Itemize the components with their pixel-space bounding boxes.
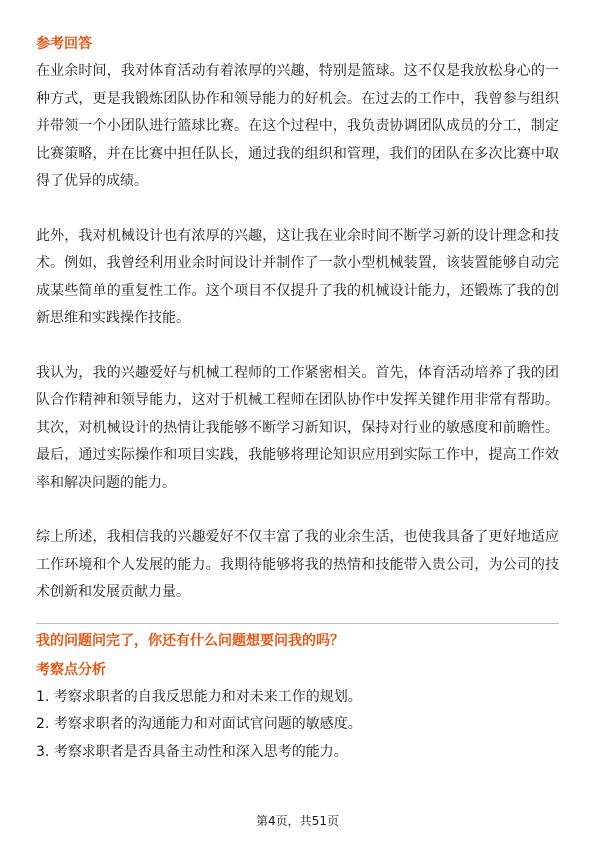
answer-paragraph-3: 我认为，我的兴趣爱好与机械工程师的工作紧密相关。首先，体育活动培养了我的团队合作精神和领导能力，这对于机械工程师在团队协作中发挥关键作用非常有帮助。其次，对机械设计的热情让我能够不断学习新知识，保持对行业的敏感度和前瞻性。最后，通过实际操作和项目实践，我能够将理论知识应用到实际工作中，提高工作效率和解决问题的能力。 bbox=[36, 364, 559, 491]
answer-paragraph-2: 此外，我对机械设计也有浓厚的兴趣，这让我在业余时间不断学习新的设计理念和技术。例如，我曾经利用业余时间设计并制作了一款小型机械装置，该装置能够自动完成某些简单的重复性工作。这个项目不仅提升了我的机械设计能力，还锻炼了我的创新思维和实践操作技能。 bbox=[36, 227, 559, 326]
section-divider bbox=[36, 623, 559, 624]
analysis-list bbox=[36, 684, 559, 767]
analysis-item-1: 1. 考察求职者的自我反思能力和对未来工作的规划。 bbox=[36, 688, 362, 705]
analysis-heading: 考察点分析 bbox=[36, 661, 106, 678]
paragraph-gap bbox=[36, 497, 559, 524]
answer-paragraph-1: 在业余时间，我对体育活动有着浓厚的兴趣，特别是篮球。这不仅是我放松身心的一种方式，更是我锻炼团队协作和领导能力的好机会。在过去的工作中，我曾参与组织并带领一个小团队进行篮球比赛。在这个过程中，我负责协调团队成员的分工，制定比赛策略，并在比赛中担任队长，通过我的组织和管理，我们的团队在多次比赛中取得了优异的成绩。 bbox=[36, 63, 559, 189]
answer-paragraph-4: 综上所述，我相信我的兴趣爱好不仅丰富了我的业余生活，也使我具备了更好地适应工作环境和个人发展的能力。我期待能够将我的热情和技能带入贵公司，为公司的技术创新和发展贡献力量。 bbox=[36, 529, 559, 600]
paragraph-gap bbox=[36, 196, 559, 223]
page-number-footer: 第4页，共51页 bbox=[256, 814, 339, 828]
answer-heading: 参考回答 bbox=[36, 36, 92, 52]
analysis-item-3: 3. 考察求职者是否具备主动性和深入思考的能力。 bbox=[36, 743, 348, 760]
paragraph-gap bbox=[36, 333, 559, 360]
document-page bbox=[36, 34, 559, 766]
analysis-item-2: 2. 考察求职者的沟通能力和对面试官问题的敏感度。 bbox=[36, 716, 362, 732]
interview-question: 我的问题问完了，你还有什么问题想要问我的吗？ bbox=[36, 632, 344, 649]
